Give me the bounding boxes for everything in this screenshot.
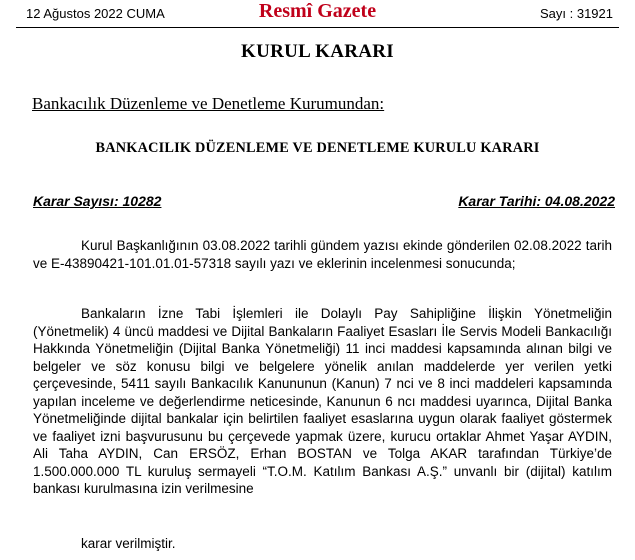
issue-date: 12 Ağustos 2022 CUMA	[26, 6, 165, 21]
gazette-header	[0, 0, 635, 30]
section-title: KURUL KARARI	[241, 41, 394, 62]
paragraph-intro: Kurul Başkanlığının 03.08.2022 tarihli gündem yazısı ekinde gönderilen 02.08.2022 tarih ve E-43890421-101.01.01-57318 sayılı yazı ve eklerinin incelenmesi sonucunda;	[33, 238, 612, 271]
header-divider	[16, 27, 619, 28]
board-title: BANKACILIK DÜZENLEME VE DENETLEME KURULU KARARI	[95, 140, 540, 156]
decision-date: Karar Tarihi: 04.08.2022	[458, 193, 615, 209]
decision-number: Karar Sayısı: 10282	[33, 193, 162, 209]
issue-number: Sayı : 31921	[540, 6, 613, 21]
paragraph-conclusion: karar verilmiştir.	[81, 536, 176, 551]
issuing-authority: Bankacılık Düzenleme ve Denetleme Kurumundan:	[32, 94, 385, 113]
gazette-title: Resmî Gazete	[258, 0, 377, 22]
paragraph-body: Bankaların İzne Tabi İşlemleri ile Dolaylı Pay Sahipliğine İlişkin Yönetmeliğin (Yönetmelik) 4 üncü maddesi ve Dijital Bankaların Faaliyet Esasları İle Servis Modeli Bankacılığı Hakkında Yönetmeliğin (Dijital Banka Yönetmeliği) 11 inci maddesi kapsamında alınan bilgi ve belgeler ve söz konusu bilgi ve belgelere yönelik anılan maddelerde yer verilen yetki çerçevesinde, 5411 sayılı Bankacılık Kanununun (Kanun) 7 nci ve 8 inci maddeleri kapsamında yapılan inceleme ve değerlendirme neticesinde, Kanunun 6 ncı maddesi uyarınca, Dijital Banka Yönetmeliğinde dijital bankalar için belirtilen faaliyet esaslarına uygun olarak faaliyet göstermek ve faaliyet izni başvurusunu bu çerçevede yapmak üzere, kurucu ortaklar Ahmet Yaşar AYDIN, Ali Taha AYDIN, Can ERSÖZ, Erhan BOSTAN ve Tolga AKAR tarafından Türkiye’de 1.500.000.000 TL kuruluş sermayeli “T.O.M. Katılım Bankası A.Ş.” unvanlı bir (dijital) katılım bankası kurulmasına izin verilmesine	[33, 306, 612, 496]
